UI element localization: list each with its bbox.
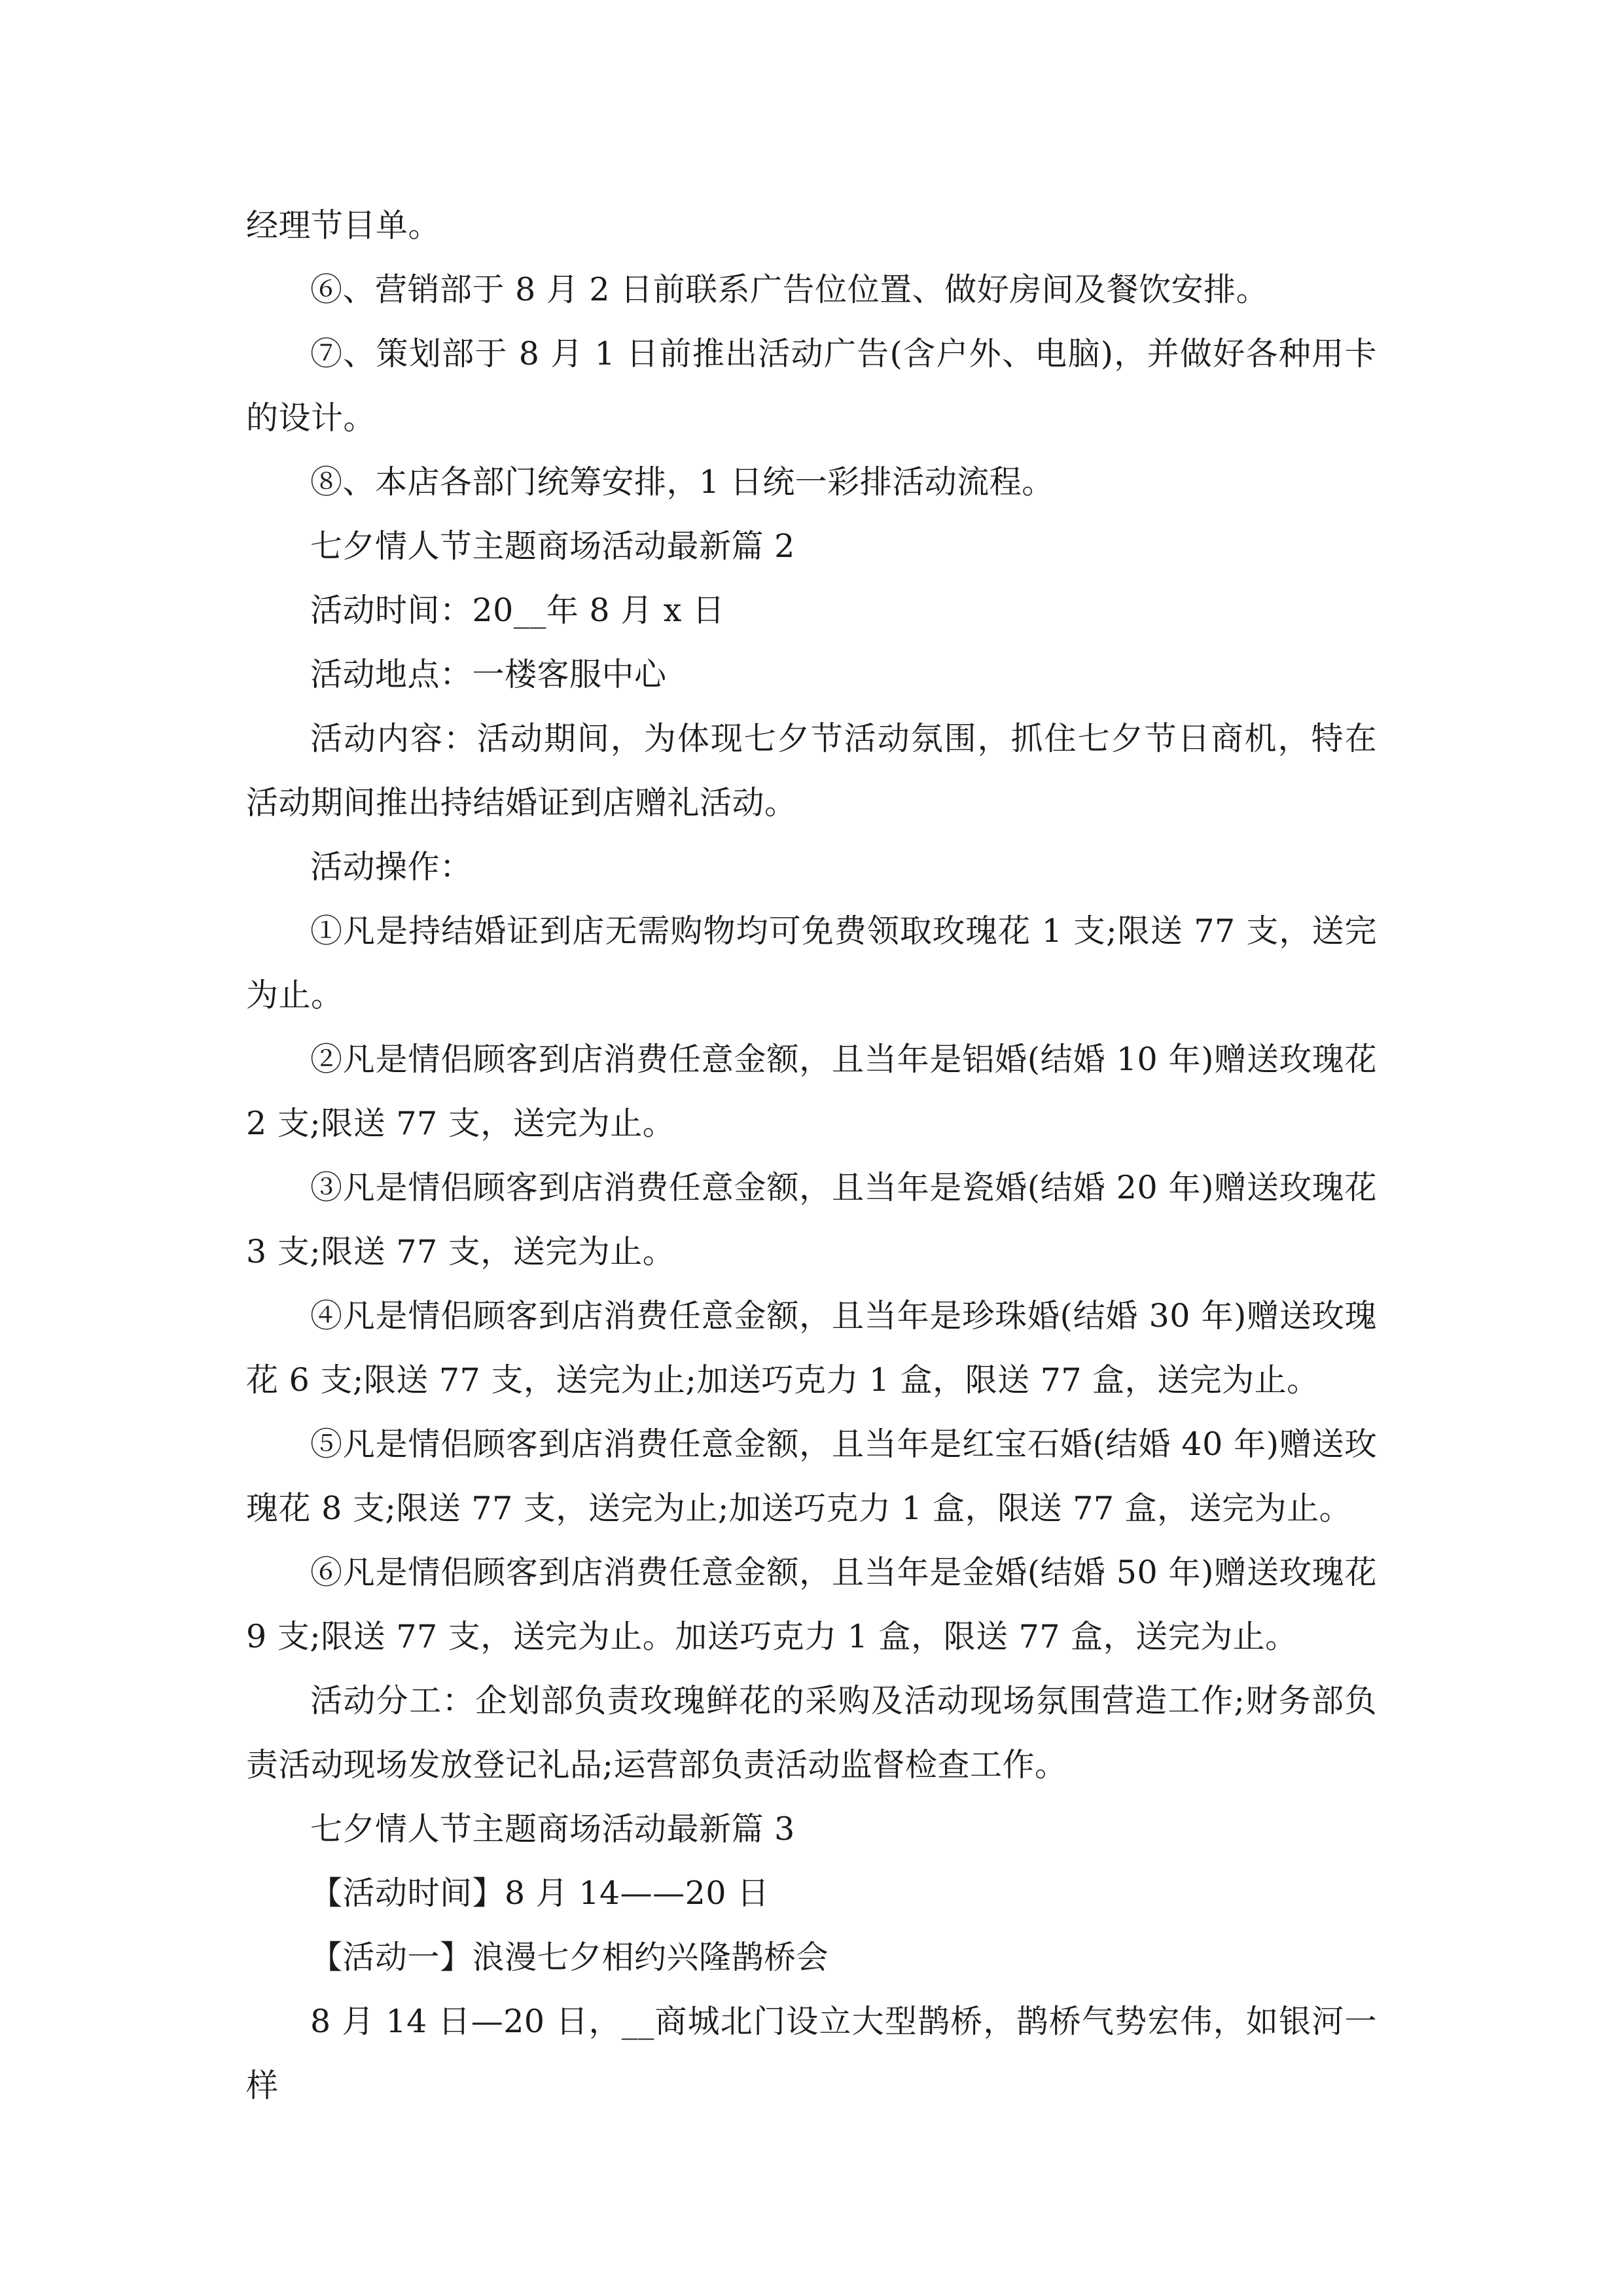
paragraph: 活动时间：20__年 8 月 x 日 — [310, 592, 725, 629]
list-item: ②凡是情侣顾客到店消费任意金额，且当年是铝婚(结婚 10 年)赠送玫瑰花 2 支;限送 77 支，送完为止。 — [246, 1041, 1377, 1142]
section-heading: 七夕情人节主题商场活动最新篇 3 — [310, 1810, 795, 1848]
list-item: ①凡是持结婚证到店无需购物均可免费领取玫瑰花 1 支;限送 77 支，送完为止。 — [246, 912, 1377, 1014]
paragraph: 经理节目单。 — [246, 207, 441, 244]
paragraph: ⑥、营销部于 8 月 2 日前联系广告位位置、做好房间及餐饮安排。 — [310, 271, 1269, 308]
document-body — [246, 194, 1377, 2118]
paragraph: 活动地点：一楼客服中心 — [310, 656, 667, 693]
paragraph: 8 月 14 日—20 日，__商城北门设立大型鹊桥，鹊桥气势宏伟，如银河一样 — [246, 2003, 1377, 2104]
paragraph: 【活动时间】8 月 14——20 日 — [310, 1874, 770, 1912]
list-item: ⑥凡是情侣顾客到店消费任意金额，且当年是金婚(结婚 50 年)赠送玫瑰花 9 支;限送 77 支，送完为止。加送巧克力 1 盒，限送 77 盒，送完为止。 — [246, 1554, 1377, 1655]
paragraph: 【活动一】浪漫七夕相约兴隆鹊桥会 — [310, 1939, 829, 1976]
paragraph: 活动分工：企划部负责玫瑰鲜花的采购及活动现场氛围营造工作;财务部负责活动现场发放登记礼品;运营部负责活动监督检查工作。 — [246, 1682, 1377, 1784]
list-item: ⑤凡是情侣顾客到店消费任意金额，且当年是红宝石婚(结婚 40 年)赠送玫瑰花 8 支;限送 77 支，送完为止;加送巧克力 1 盒，限送 77 盒，送完为止。 — [246, 1426, 1377, 1527]
list-item: ④凡是情侣顾客到店消费任意金额，且当年是珍珠婚(结婚 30 年)赠送玫瑰花 6 支;限送 77 支，送完为止;加送巧克力 1 盒，限送 77 盒，送完为止。 — [246, 1297, 1377, 1399]
paragraph: 活动操作： — [310, 848, 473, 886]
section-heading: 七夕情人节主题商场活动最新篇 2 — [310, 528, 795, 565]
list-item: ③凡是情侣顾客到店消费任意金额，且当年是瓷婚(结婚 20 年)赠送玫瑰花 3 支;限送 77 支，送完为止。 — [246, 1169, 1377, 1270]
paragraph: 活动内容：活动期间，为体现七夕节活动氛围，抓住七夕节日商机，特在活动期间推出持结婚证到店赠礼活动。 — [246, 720, 1377, 821]
paragraph: ⑦、策划部于 8 月 1 日前推出活动广告(含户外、电脑)，并做好各种用卡的设计。 — [246, 335, 1377, 437]
paragraph: ⑧、本店各部门统筹安排，1 日统一彩排活动流程。 — [310, 463, 1054, 501]
